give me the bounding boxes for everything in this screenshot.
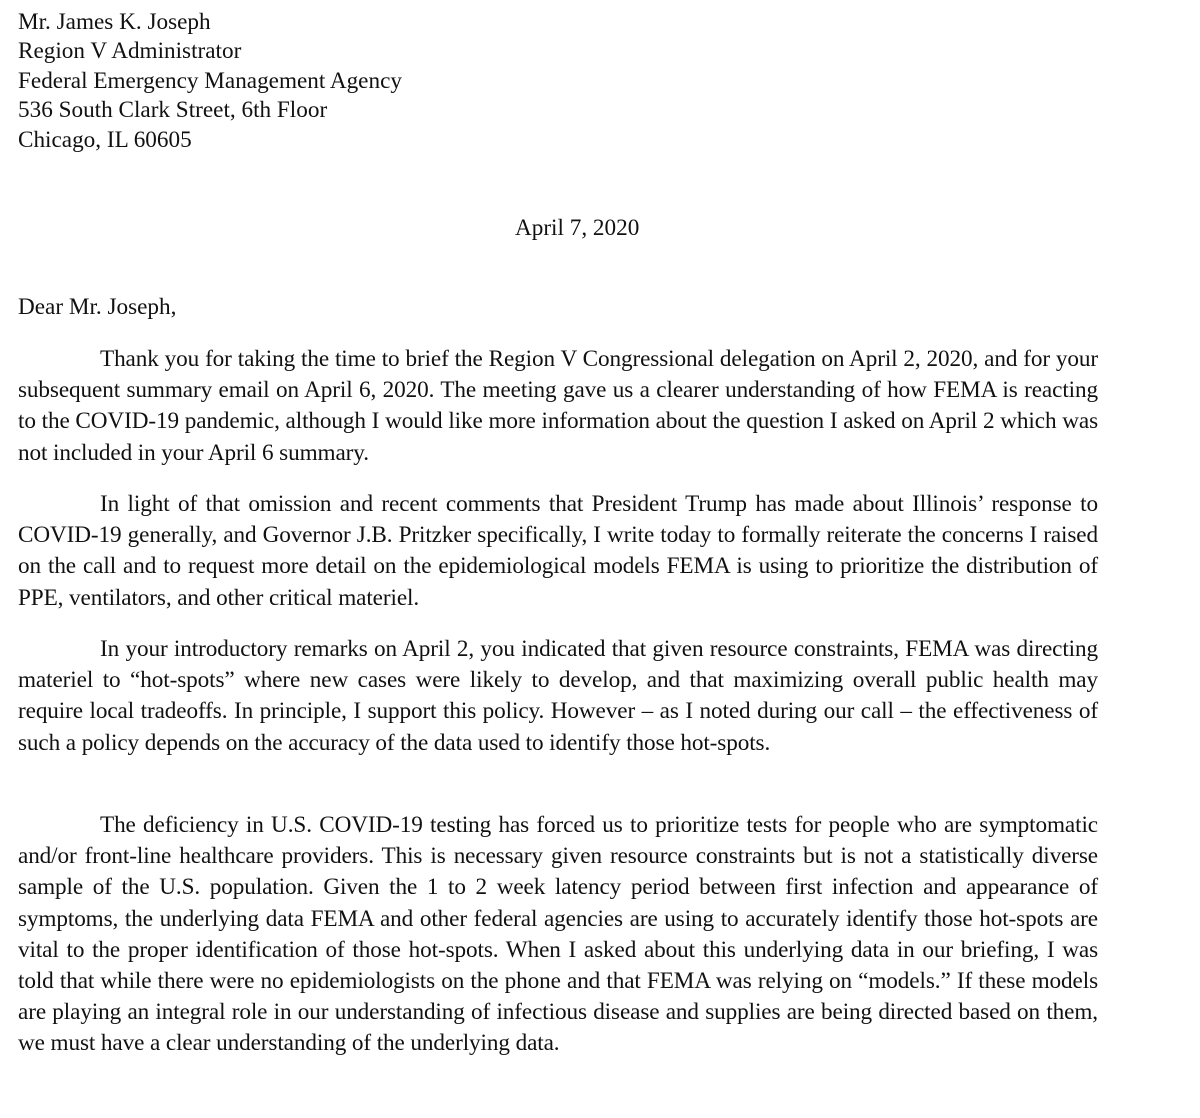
body-paragraph-1: Thank you for taking the time to brief the Region V Congressional delegation on April 2, 2020, and for your subsequent summary email on April 6, 2020. The meeting gave us a clearer understanding of how FEMA is reacting to the COVID-19 pandemic, although I would like more information about the question I asked on April 2 which was not included in your April 6 summary. (18, 346, 1098, 466)
letter-date: April 7, 2020 (515, 215, 640, 241)
recipient-name: Mr. James K. Joseph (18, 9, 211, 35)
recipient-address-block (18, 8, 1098, 155)
recipient-city: Chicago, IL 60605 (18, 126, 192, 153)
recipient-street: 536 South Clark Street, 6th Floor (18, 97, 328, 124)
letter-page (18, 8, 1098, 1057)
salutation: Dear Mr. Joseph, (18, 294, 177, 320)
recipient-agency: Federal Emergency Management Agency (18, 67, 402, 94)
recipient-title: Region V Administrator (18, 38, 242, 65)
body-paragraph-4: The deficiency in U.S. COVID-19 testing has forced us to prioritize tests for people who are symptomatic and/or front-line healthcare providers. This is necessary given resource constraints but is not a statistically diverse sample of the U.S. population. Given the 1 to 2 week latency period between first infection and appearance of symptoms, the underlying data FEMA and other federal agencies are using to accurately identify those hot-spots are vital to the proper identification of those hot-spots. When I asked about this underlying data in our briefing, I was told that while there were no epidemiologists on the phone and that FEMA was relying on “models.” If these models are playing an integral role in our understanding of infectious disease and supplies are being directed based on them, we must have a clear understanding of the underlying data. (18, 812, 1098, 1057)
body-paragraph-2: In light of that omission and recent comments that President Trump has made about Illinois’ response to COVID-19 generally, and Governor J.B. Pritzker specifically, I write today to formally reiterate the concerns I raised on the call and to request more detail on the epidemiological models FEMA is using to prioritize the distribution of PPE, ventilators, and other critical materiel. (18, 491, 1098, 611)
body-paragraph-3: In your introductory remarks on April 2, you indicated that given resource constraints, FEMA was directing materiel to “hot-spots” where new cases were likely to develop, and that maximizing overall public health may require local tradeoffs. In principle, I support this policy. However – as I noted during our call – the effectiveness of such a policy depends on the accuracy of the data used to identify those hot-spots. (18, 636, 1098, 756)
